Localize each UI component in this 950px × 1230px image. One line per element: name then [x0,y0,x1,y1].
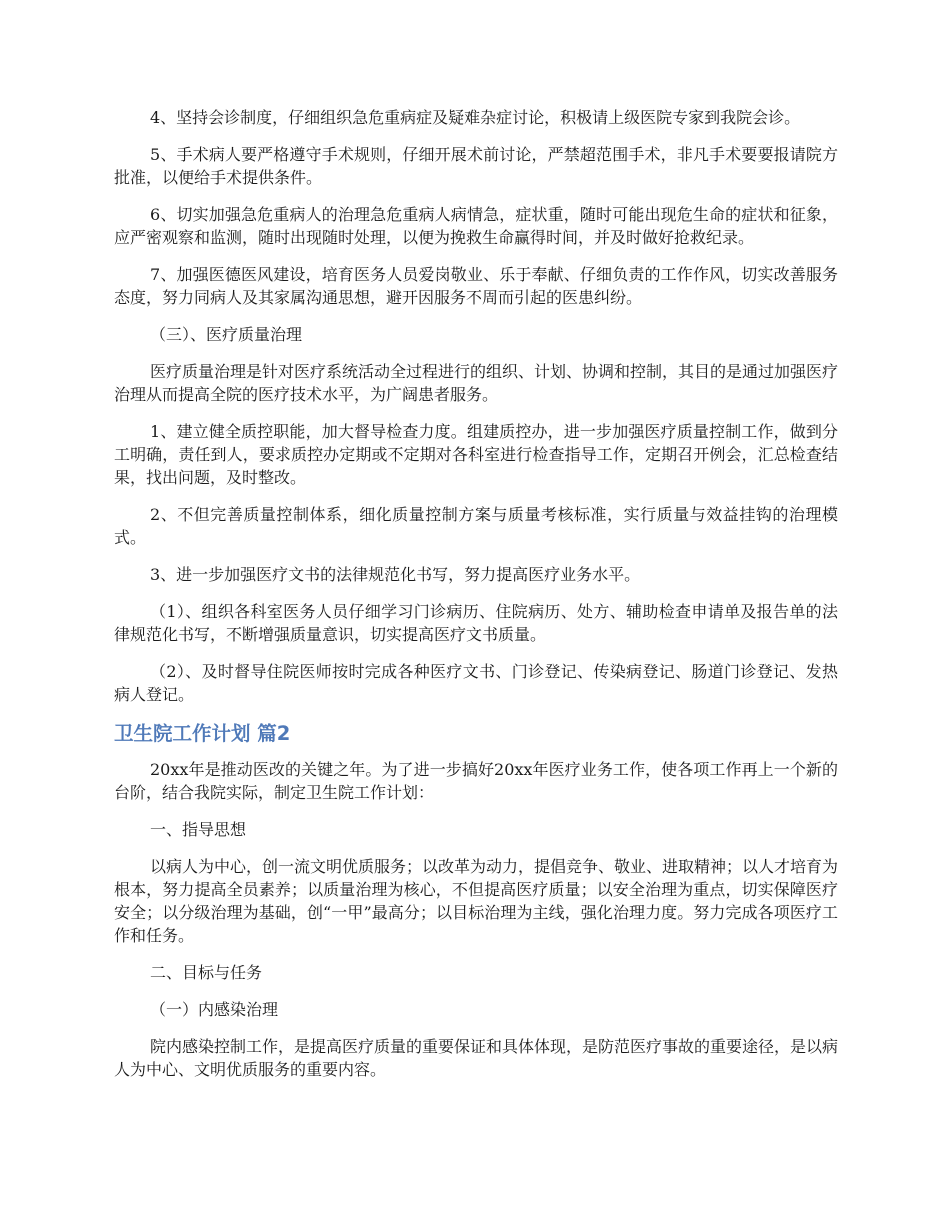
paragraph: 以病人为中心，创一流文明优质服务；以改革为动力，提倡竞争、敬业、进取精神；以人才培育为根本，努力提高全员素养；以质量治理为核心，不但提高医疗质量；以安全治理为重点，切实保障医疗安全；以分级治理为基础，创“一甲”最高分；以目标治理为主线，强化治理力度。努力完成各项医疗工作和任务。 [114,857,839,945]
subsection-title: 一、指导思想 [150,820,247,839]
document-body [114,106,838,1095]
subsection-title: （一）内感染治理 [150,1000,279,1019]
paragraph: 2、不但完善质量控制体系，细化质量控制方案与质量考核标准，实行质量与效益挂钩的治理模式。 [114,505,838,547]
paragraph: 20xx年是推动医改的关键之年。为了进一步搞好20xx年医疗业务工作，使各项工作再上一个新的台阶，结合我院实际，制定卫生院工作计划： [114,760,838,802]
paragraph: （1）、组织各科室医务人员仔细学习门诊病历、住院病历、处方、辅助检查申请单及报告单的法律规范化书写，不断增强质量意识，切实提高医疗文书质量。 [114,602,838,644]
paragraph: 6、切实加强急危重病人的治理急危重病人病情急，症状重，随时可能出现危生命的症状和征象， 应严密观察和监测，随时出现随时处理，以便为挽救生命赢得时间，并及时做好抢救纪录。 [114,205,838,247]
paragraph: 7、加强医德医风建设，培育医务人员爱岗敬业、乐于奉献、仔细负责的工作作风，切实改善服务态度，努力同病人及其家属沟通思想，避开因服务不周而引起的医患纠纷。 [114,265,838,307]
section-heading: 卫生院工作计划 篇2 [114,722,291,745]
paragraph: 1、建立健全质控职能，加大督导检查力度。组建质控办，进一步加强医疗质量控制工作，做到分工明确，责任到人，要求质控办定期或不定期对各科室进行检查指导工作，定期召开例会，汇总检查结果，找出问题，及时整改。 [114,422,838,487]
paragraph: 5、手术病人要严格遵守手术规则，仔细开展术前讨论，严禁超范围手术，非凡手术要要报请院方批准，以便给手术提供条件。 [114,145,838,187]
paragraph: （2）、及时督导住院医师按时完成各种医疗文书、门诊登记、传染病登记、肠道门诊登记、发热病人登记。 [114,662,838,704]
subsection-title: 二、目标与任务 [150,963,263,982]
paragraph: 医疗质量治理是针对医疗系统活动全过程进行的组织、计划、协调和控制，其目的是通过加强医疗治理从而提高全院的医疗技术水平，为广阔患者服务。 [114,362,839,404]
paragraph: 院内感染控制工作，是提高医疗质量的重要保证和具体体现，是防范医疗事故的重要途径，是以病人为中心、文明优质服务的重要内容。 [114,1037,839,1079]
paragraph: 3、进一步加强医疗文书的法律规范化书写，努力提高医疗业务水平。 [150,565,641,584]
subsection-title: （三）、医疗质量治理 [150,325,303,344]
paragraph: 4、坚持会诊制度，仔细组织急危重病症及疑难杂症讨论，积极请上级医院专家到我院会诊。 [150,108,801,127]
